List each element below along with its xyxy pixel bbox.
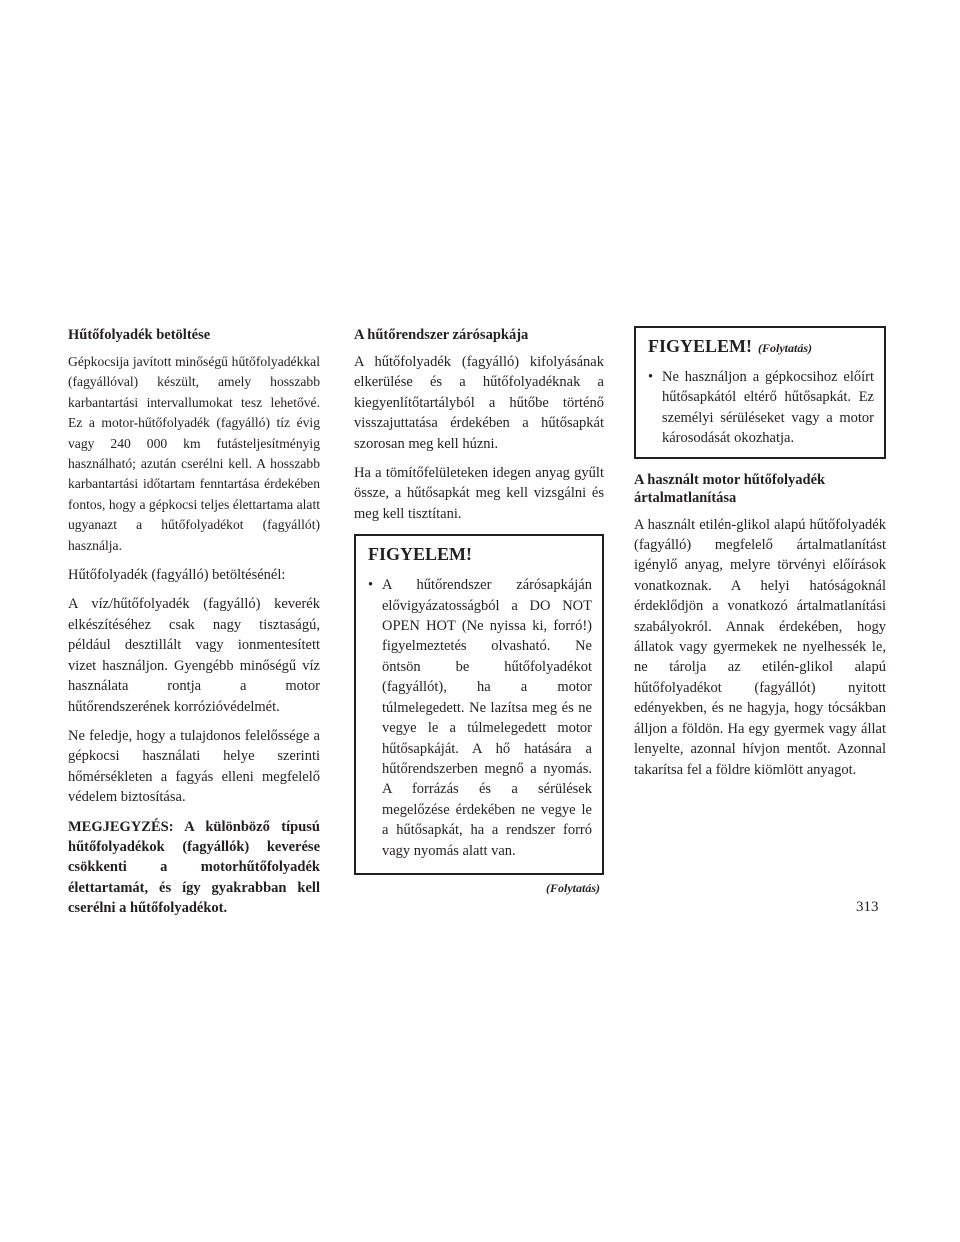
continued-label: (Folytatás): [546, 880, 600, 895]
warning-box-continued: [634, 326, 886, 459]
note-mixing-coolants: MEGJEGYZÉS: A különböző típusú hűtőfolyadékok (fagyállók) keverése csökkenti a motorhűtőfolyadék élettartamát, és így gyakrabban kell cserélni a hűtőfolyadékot.: [68, 818, 320, 917]
warning-title: [648, 336, 874, 357]
paragraph-owner-responsibility: Ne feledje, hogy a tulajdonos felelőssége a gépkocsi használati helye szerinti hőmérsékleten a fagyás elleni megfelelő védelem biztosítása.: [68, 727, 320, 806]
column-middle: [354, 326, 604, 896]
page-number: 313: [856, 899, 879, 915]
warning-title-text: FIGYELEM!: [648, 336, 753, 356]
paragraph-coolant-filling-label: Hűtőfolyadék (fagyálló) betöltésénél:: [68, 567, 286, 584]
column-right: [634, 326, 886, 789]
section-heading-coolant-disposal: A használt motor hűtőfolyadék ártalmatlanítása: [634, 471, 826, 506]
warning-item: [368, 575, 592, 861]
column-left: [68, 326, 320, 928]
paragraph-coolant-intro: Gépkocsija javított minőségű hűtőfolyadékkal (fagyállóval) készült, amely hosszabb karbantartási intervallumokat tesz lehetővé. Ez a motor-hűtőfolyadék (fagyálló) tíz évig vagy 240 000 km futásteljesítményig használható; azután cserélni kell. A hosszabb karbantartási időtartam fenntartása érdekében fontos, hogy a gépkocsi teljes élettartama alatt ugyanazt a hűtőfolyadékot (fagyállót) használja.: [68, 354, 320, 553]
warning-continued-label: (Folytatás): [758, 341, 813, 355]
section-heading-coolant-filling: Hűtőfolyadék betöltése: [68, 327, 211, 343]
warning-text: A hűtőrendszer zárósapkáján elővigyázatosságból a DO NOT OPEN HOT (Ne nyissa ki, forró!) figyelmeztetés olvasható. Ne öntsön be hűtőfolyadékot (fagyállót), ha a motor túlmelegedett. Ne lazítsa meg és ne vegye le a túlmelegedett motor hűtősapkáját. A hő hatására a hűtőrendszerben megnő a nyomás. A forrázás és a sérülések megelőzése érdekében ne vegye le a hűtősapkát, ha a rendszer forró vagy nyomás alatt van.: [382, 577, 592, 859]
bullet-icon: •: [648, 369, 654, 385]
section-heading-radiator-cap: A hűtőrendszer zárósapkája: [354, 327, 529, 343]
bullet-icon: •: [368, 577, 374, 594]
warning-item: [648, 367, 874, 449]
warning-title: FIGYELEM!: [368, 544, 473, 565]
warning-box-radiator-cap: [354, 534, 604, 875]
paragraph-cap-cleaning: Ha a tömítőfelületeken idegen anyag gyűlt össze, a hűtősapkát meg kell vizsgálni és meg kell tisztítani.: [354, 465, 604, 522]
paragraph-water-quality: A víz/hűtőfolyadék (fagyálló) keverék elkészítéséhez csak nagy tisztaságú, például desztillált vagy ionmentesített vizet használjon. Gyengébb minőségű víz használata rontja a motor hűtőrendszerének korrózióvédelmét.: [68, 596, 320, 715]
warning-text: Ne használjon a gépkocsihoz előírt hűtősapkától eltérő hűtősapkát. Ez személyi sérüléseket vagy a motor károsodását okozhatja.: [662, 369, 874, 447]
paragraph-cap-tightening: A hűtőfolyadék (fagyálló) kifolyásának elkerülése és a hűtőfolyadéknak a kiegyenlítőtartályból a hűtőbe történő visszajuttatása érdekében a hűtősapkát szorosan meg kell húzni.: [354, 354, 604, 452]
paragraph-coolant-disposal: A használt etilén-glikol alapú hűtőfolyadék (fagyálló) megfelelő ártalmatlanítást igénylő anyag, melyre törvényi előírások vonatkoznak. A helyi hatóságoknál érdeklődjön a vonatkozó ártalmatlanítási szabályokról. Annak érdekében, hogy állatok vagy gyermekek ne nyelhessék le, ne tárolja az etilén-glikol alapú hűtőfolyadékot (fagyállót) nyitott edényekben, és ne hagyja, hogy tócsákban álljon a földön. Ha egy gyermek vagy állat lenyelte, azonnal hívjon mentőt. Azonnal takarítsa fel a földre kiömlött anyagot.: [634, 516, 886, 778]
